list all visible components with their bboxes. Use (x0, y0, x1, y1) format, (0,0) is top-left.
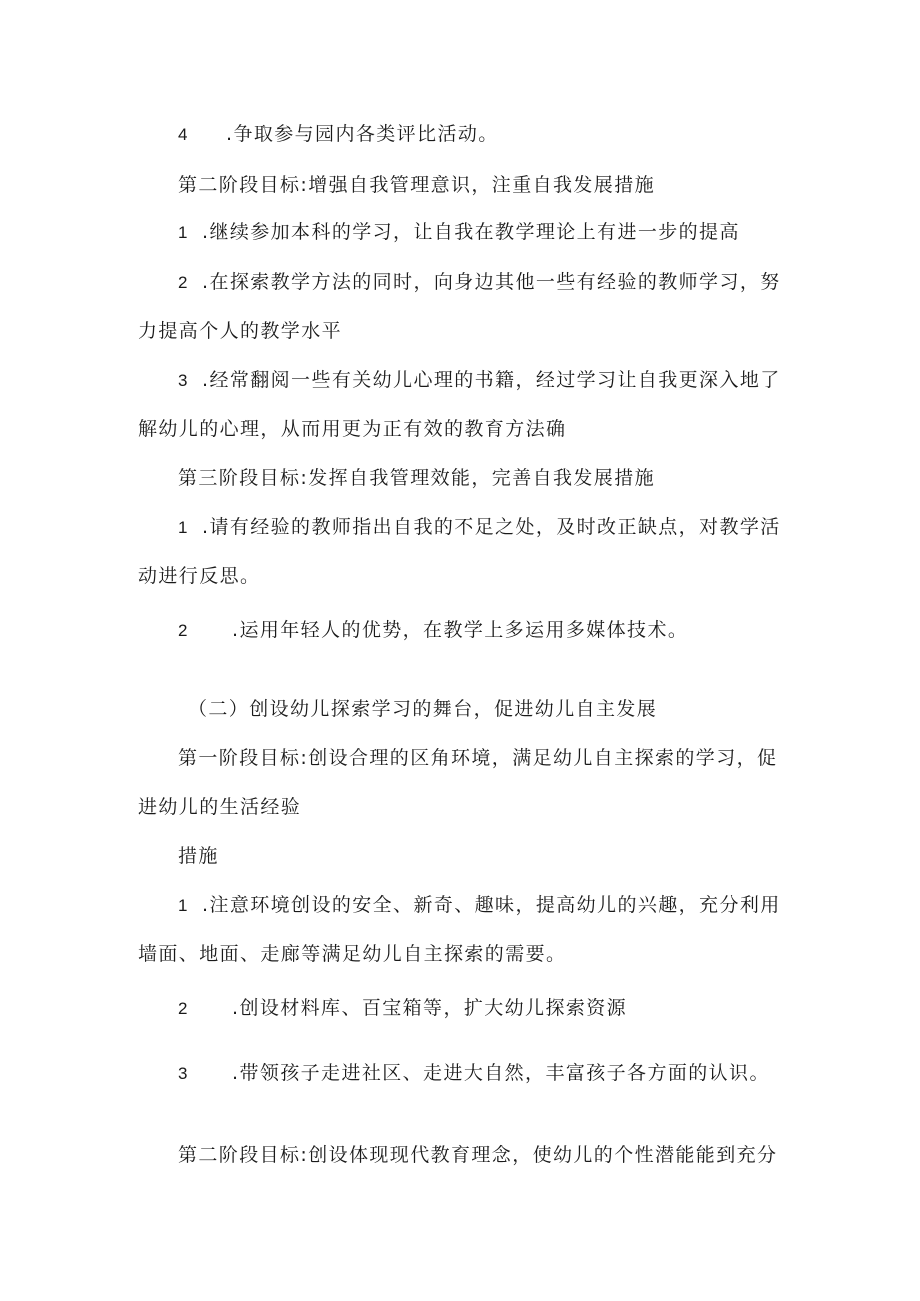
item-text: .在探索教学方法的同时，向身边其他一些有经验的教师学习，努 (202, 271, 781, 293)
list-item-1 (178, 515, 781, 540)
item-number: 3 (178, 371, 189, 390)
measures-label: 措施 (178, 845, 219, 867)
stage-heading: 第三阶段目标:发挥自我管理效能，完善自我发展措施 (178, 467, 656, 489)
item-text: .请有经验的教师指出自我的不足之处，及时改正缺点，对教学活 (202, 516, 781, 538)
list-item-2 (178, 996, 627, 1021)
list-item-3-continuation: 解幼儿的心理，从而用更为正有效的教育方法确 (138, 418, 567, 440)
item-text: .带领孩子走进社区、走进大自然，丰富孩子各方面的认识。 (232, 1062, 770, 1084)
stage-heading: 第二阶段目标:增强自我管理意识，注重自我发展措施 (178, 174, 656, 196)
list-item-2 (178, 618, 688, 643)
item-number: 4 (178, 125, 189, 144)
stage-heading: 第二阶段目标:创设体现现代教育理念，使幼儿的个性潜能能到充分 (178, 1144, 778, 1166)
list-item-2-continuation: 力提高个人的教学水平 (138, 320, 343, 342)
item-number: 3 (178, 1064, 189, 1083)
item-text: .运用年轻人的优势，在教学上多运用多媒体技术。 (232, 619, 689, 641)
stage-heading-continuation: 进幼儿的生活经验 (138, 796, 302, 818)
item-number: 1 (178, 223, 189, 242)
item-text: .继续参加本科的学习，让自我在教学理论上有进一步的提高 (202, 221, 740, 243)
item-number: 1 (178, 896, 189, 915)
list-item-1 (178, 893, 781, 918)
list-item-3 (178, 368, 781, 393)
section-heading: （二）创设幼儿探索学习的舞台，促进幼儿自主发展 (188, 698, 658, 720)
item-number: 1 (178, 518, 189, 537)
item-number: 2 (178, 273, 189, 292)
list-item-2 (178, 270, 781, 295)
list-item-3 (178, 1061, 770, 1086)
stage-heading: 第一阶段目标:创设合理的区角环境，满足幼儿自主探索的学习，促 (178, 747, 778, 769)
item-text: .创设材料库、百宝箱等，扩大幼儿探索资源 (232, 997, 628, 1019)
item-text: .争取参与园内各类评比活动。 (226, 123, 499, 145)
list-item-1-continuation: 动进行反思。 (138, 565, 261, 587)
item-text: .经常翻阅一些有关幼儿心理的书籍，经过学习让自我更深入地了 (202, 369, 781, 391)
item-number: 2 (178, 999, 189, 1018)
item-number: 2 (178, 621, 189, 640)
list-item-4 (178, 122, 499, 147)
list-item-1-continuation: 墙面、地面、走廊等满足幼儿自主探索的需要。 (138, 943, 567, 965)
item-text: .注意环境创设的安全、新奇、趣味，提高幼儿的兴趣，充分利用 (202, 894, 781, 916)
list-item-1 (178, 220, 740, 245)
